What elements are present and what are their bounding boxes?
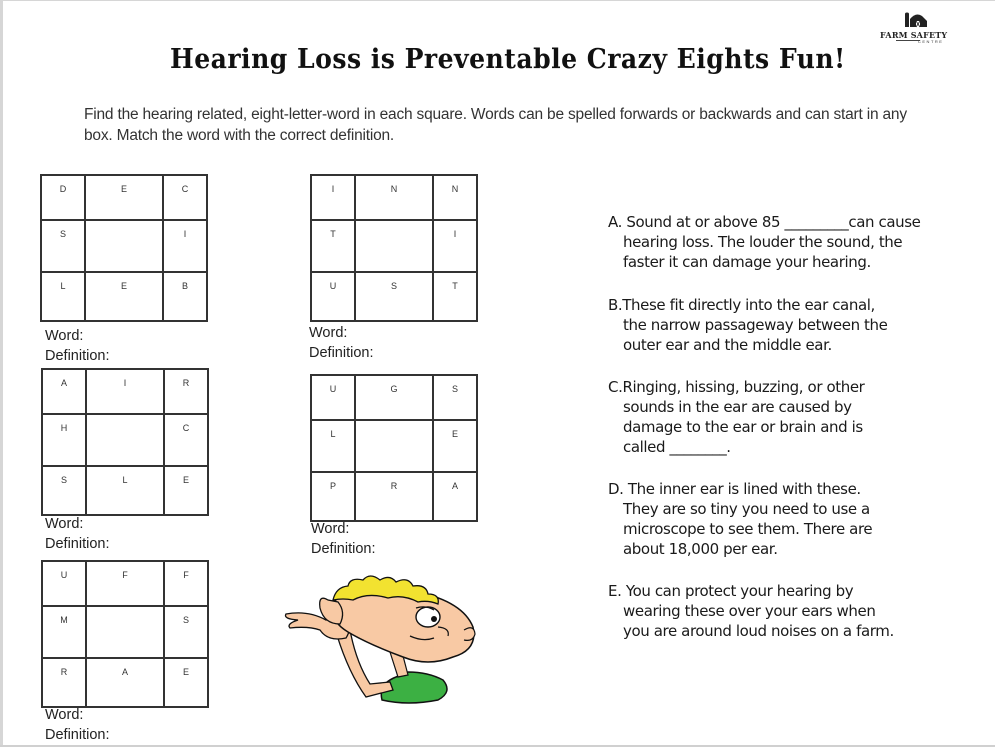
definition-line: wearing these over your ears when (623, 602, 876, 620)
definition-line: C.Ringing, hissing, buzzing, or other (608, 378, 865, 396)
grid-cell: E (164, 658, 208, 707)
page-frame-left (0, 0, 3, 747)
page-title: Hearing Loss is Preventable Crazy Eights Fun! (170, 44, 846, 75)
grid-cell: N (355, 175, 433, 220)
grid-cell: C (164, 414, 208, 466)
cartoon-boy-listening-illustration (278, 572, 493, 707)
definition-label: Definition: (45, 536, 110, 552)
grid-cell: S (355, 272, 433, 321)
grid-cell: E (433, 420, 477, 472)
grid-cell: G (355, 375, 433, 420)
definition-b (608, 295, 928, 355)
definition-line: sounds in the ear are caused by (623, 398, 852, 416)
word-label: Word: (45, 707, 84, 723)
grid-cell: A (42, 369, 86, 414)
puzzle-grid-3 (41, 368, 209, 516)
definition-line: called ________. (623, 438, 731, 456)
word-label: Word: (45, 328, 84, 344)
definition-line: hearing loss. The louder the sound, the (623, 233, 903, 251)
definition-line: B.These fit directly into the ear canal, (608, 296, 875, 314)
grid-cell: U (311, 272, 355, 321)
logo-name: FARM SAFETY (880, 30, 948, 40)
definition-label: Definition: (45, 727, 110, 743)
puzzle-grid-1 (40, 174, 208, 322)
farm-safety-logo (876, 12, 956, 46)
definition-line: A. Sound at or above 85 _________can cause (608, 213, 921, 231)
grid-cell: C (163, 175, 207, 220)
definition-c (608, 377, 928, 457)
grid-cell: T (433, 272, 477, 321)
definition-a (608, 212, 928, 272)
grid-cell: R (355, 472, 433, 521)
page-frame-top (0, 0, 995, 1)
puzzle-grid-2 (310, 174, 478, 322)
grid-cell: I (311, 175, 355, 220)
definition-line: microscope to see them. There are (623, 520, 873, 538)
grid-cell: E (85, 272, 163, 321)
barn-icon (904, 12, 928, 28)
grid-cell: R (164, 369, 208, 414)
grid-cell: F (164, 561, 208, 606)
word-label: Word: (45, 516, 84, 532)
logo-subtitle: CENTRE (918, 39, 944, 44)
grid-cell-empty (86, 414, 164, 466)
grid-cell: S (41, 220, 85, 272)
grid-cell: L (41, 272, 85, 321)
grid-cell: S (433, 375, 477, 420)
grid-cell-empty (355, 220, 433, 272)
grid-cell: M (42, 606, 86, 658)
grid-cell: A (86, 658, 164, 707)
boy-eye (416, 607, 440, 627)
grid-cell: R (42, 658, 86, 707)
grid-cell: F (86, 561, 164, 606)
definition-line: D. The inner ear is lined with these. (608, 480, 861, 498)
grid-cell: U (42, 561, 86, 606)
definition-line: outer ear and the middle ear. (623, 336, 832, 354)
grid-cell: I (86, 369, 164, 414)
grid-cell: L (86, 466, 164, 515)
grid-cell: U (311, 375, 355, 420)
grid-cell: H (42, 414, 86, 466)
grid-cell: S (42, 466, 86, 515)
grid-cell-empty (355, 420, 433, 472)
puzzle-grid-5 (41, 560, 209, 708)
grid-cell: E (164, 466, 208, 515)
word-label: Word: (311, 521, 350, 537)
definition-e (608, 581, 928, 641)
definition-label: Definition: (45, 348, 110, 364)
definition-label: Definition: (309, 345, 374, 361)
instructions: Find the hearing related, eight-letter-word in each square. Words can be spelled forwards or backwards and can start in any box. Match the word with the correct definition. (84, 106, 907, 144)
grid-cell-empty (85, 220, 163, 272)
definition-line: faster it can damage your hearing. (623, 253, 871, 271)
definition-line: E. You can protect your hearing by (608, 582, 854, 600)
grid-cell: S (164, 606, 208, 658)
definition-label: Definition: (311, 541, 376, 557)
grid-cell: N (433, 175, 477, 220)
definition-d (608, 479, 928, 559)
grid-cell: B (163, 272, 207, 321)
grid-cell: E (85, 175, 163, 220)
grid-cell-empty (86, 606, 164, 658)
word-label: Word: (309, 325, 348, 341)
grid-cell: I (433, 220, 477, 272)
definition-line: damage to the ear or brain and is (623, 418, 863, 436)
definition-line: They are so tiny you need to use a (623, 500, 870, 518)
logo-swoosh (896, 40, 920, 41)
definition-line: you are around loud noises on a farm. (623, 622, 894, 640)
grid-cell: D (41, 175, 85, 220)
definition-line: the narrow passageway between the (623, 316, 888, 334)
grid-cell: I (163, 220, 207, 272)
definition-line: about 18,000 per ear. (623, 540, 778, 558)
grid-cell: T (311, 220, 355, 272)
grid-cell: L (311, 420, 355, 472)
puzzle-grid-4 (310, 374, 478, 522)
grid-cell: A (433, 472, 477, 521)
grid-cell: P (311, 472, 355, 521)
